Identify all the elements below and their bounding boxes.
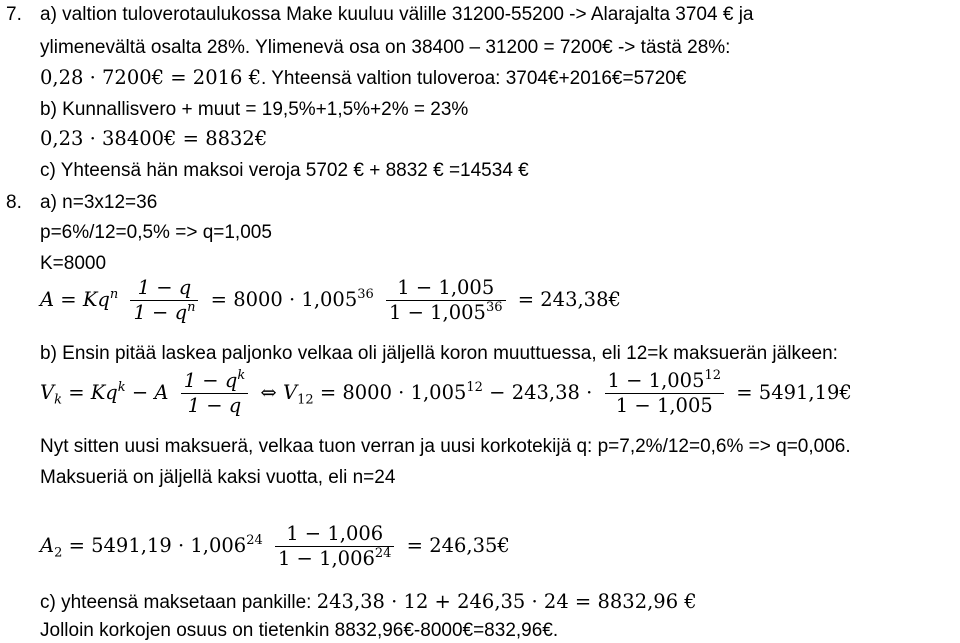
eq-a2-den-exp: 24 [374, 546, 392, 562]
eq-v-den2: 1 − 1,005 [615, 394, 713, 417]
eq-v-num1-exp: k [237, 368, 246, 384]
eq-a-result: = 243,38€ [517, 288, 621, 311]
eq-v-sub: k [54, 392, 62, 408]
eq-a2-result: = 246,35€ [406, 534, 510, 557]
math-7b-product: 0,23 · 38400€ = 8832€ [40, 127, 268, 150]
eq-v-result: = 5491,19€ [736, 381, 852, 404]
text-line-8b: b) Ensin pitää laskea paljonko velkaa oli jäljellä koron muuttuessa, eli 12=k maksuerän jälkeen: [40, 343, 838, 364]
item-number-7: 7. [6, 4, 22, 25]
eq-v2-sub: 12 [297, 392, 314, 408]
eq-v-mid-exp: 12 [466, 380, 483, 396]
eq-v-equiv: ⇔ [260, 381, 277, 404]
eq-v-mid: = 8000 · 1,005 [319, 381, 467, 404]
text-line-8-remaining: Maksueriä on jäljellä kaksi vuotta, eli n=24 [40, 467, 396, 488]
eq-a2-num: 1 − 1,006 [286, 522, 384, 545]
text-7a-total: . Yhteensä valtion tuloveroa: 3704€+2016€=5720€ [261, 68, 687, 89]
eq-a2-mid-exp: 24 [246, 533, 263, 549]
eq-a2-symbol: A [40, 534, 55, 557]
eq-a2-fraction [275, 522, 395, 571]
eq-a-lhs: A = Kq [40, 288, 110, 311]
eq-a-mid: = 8000 · 1,005 [210, 288, 358, 311]
eq-a-den1-exp: n [187, 300, 196, 316]
text-line-7c: c) Yhteensä hän maksoi veroja 5702 € + 8832 € =14534 € [40, 160, 529, 181]
eq-v-num2-exp: 12 [704, 368, 722, 384]
eq-v2-symbol: V [282, 381, 298, 404]
text-line-7a-1: a) valtion tuloverotaulukossa Make kuuluu välille 31200-55200 -> Alarajalta 3704 € ja [40, 4, 754, 25]
eq-a-num1: 1 − q [137, 276, 192, 299]
eq-a-den1: 1 − q [133, 301, 188, 324]
text-line-7a-3 [40, 67, 686, 90]
eq-v-num1: 1 − q [183, 369, 238, 392]
eq-a-lhs-exp: n [109, 287, 119, 303]
eq-v-minus-a: − A [131, 381, 169, 404]
text-line-8a-1: a) n=3x12=36 [40, 192, 158, 213]
eq-a-mid-exp: 36 [357, 287, 374, 303]
eq-a-fraction-2 [386, 276, 506, 325]
eq-a2-sub: 2 [54, 545, 63, 561]
text-line-8-interest: Jolloin korkojen osuus on tietenkin 8832,96€-8000€=832,96€. [40, 620, 559, 641]
eq-v-kq: = Kq [68, 381, 118, 404]
eq-v-kq-exp: k [117, 380, 126, 396]
eq-v-fraction-1 [181, 369, 249, 418]
eq-a-den2-exp: 36 [485, 300, 503, 316]
equation-annuity-a2 [40, 522, 510, 571]
eq-v-fraction-2 [605, 369, 725, 418]
text-line-7b: b) Kunnallisvero + muut = 19,5%+1,5%+2% = 23% [40, 99, 469, 120]
text-line-8-new-rate: Nyt sitten uusi maksuerä, velkaa tuon verran ja uusi korkotekijä q: p=7,2%/12=0,6% => q=0,006. [40, 436, 851, 457]
text-line-8c [40, 591, 697, 614]
eq-v-mid2: − 243,38 · [489, 381, 593, 404]
math-7a-product: 0,28 · 7200€ = 2016 € [40, 66, 262, 89]
eq-a2-mid: = 5491,19 · 1,006 [68, 534, 247, 557]
text-8c-label: c) yhteensä maksetaan pankille: [40, 592, 317, 613]
eq-a-num2: 1 − 1,005 [397, 276, 495, 299]
text-line-7a-2: ylimenevältä osalta 28%. Ylimenevä osa on 38400 – 31200 = 7200€ -> tästä 28%: [40, 37, 731, 58]
eq-a2-den: 1 − 1,006 [277, 547, 375, 570]
equation-remaining-debt [40, 369, 852, 418]
item-number-8: 8. [6, 192, 22, 213]
math-8c-total: 243,38 · 12 + 246,35 · 24 = 8832,96 € [316, 590, 697, 613]
eq-v-num2: 1 − 1,005 [607, 369, 705, 392]
eq-v-symbol: V [40, 381, 55, 404]
equation-annuity-a [40, 276, 621, 325]
text-line-8a-3: K=8000 [40, 253, 107, 274]
eq-a-fraction-1 [130, 276, 198, 325]
text-line-8a-2: p=6%/12=0,5% => q=1,005 [40, 222, 272, 243]
eq-v-den1: 1 − q [187, 394, 242, 417]
eq-a-den2: 1 − 1,005 [389, 301, 486, 324]
